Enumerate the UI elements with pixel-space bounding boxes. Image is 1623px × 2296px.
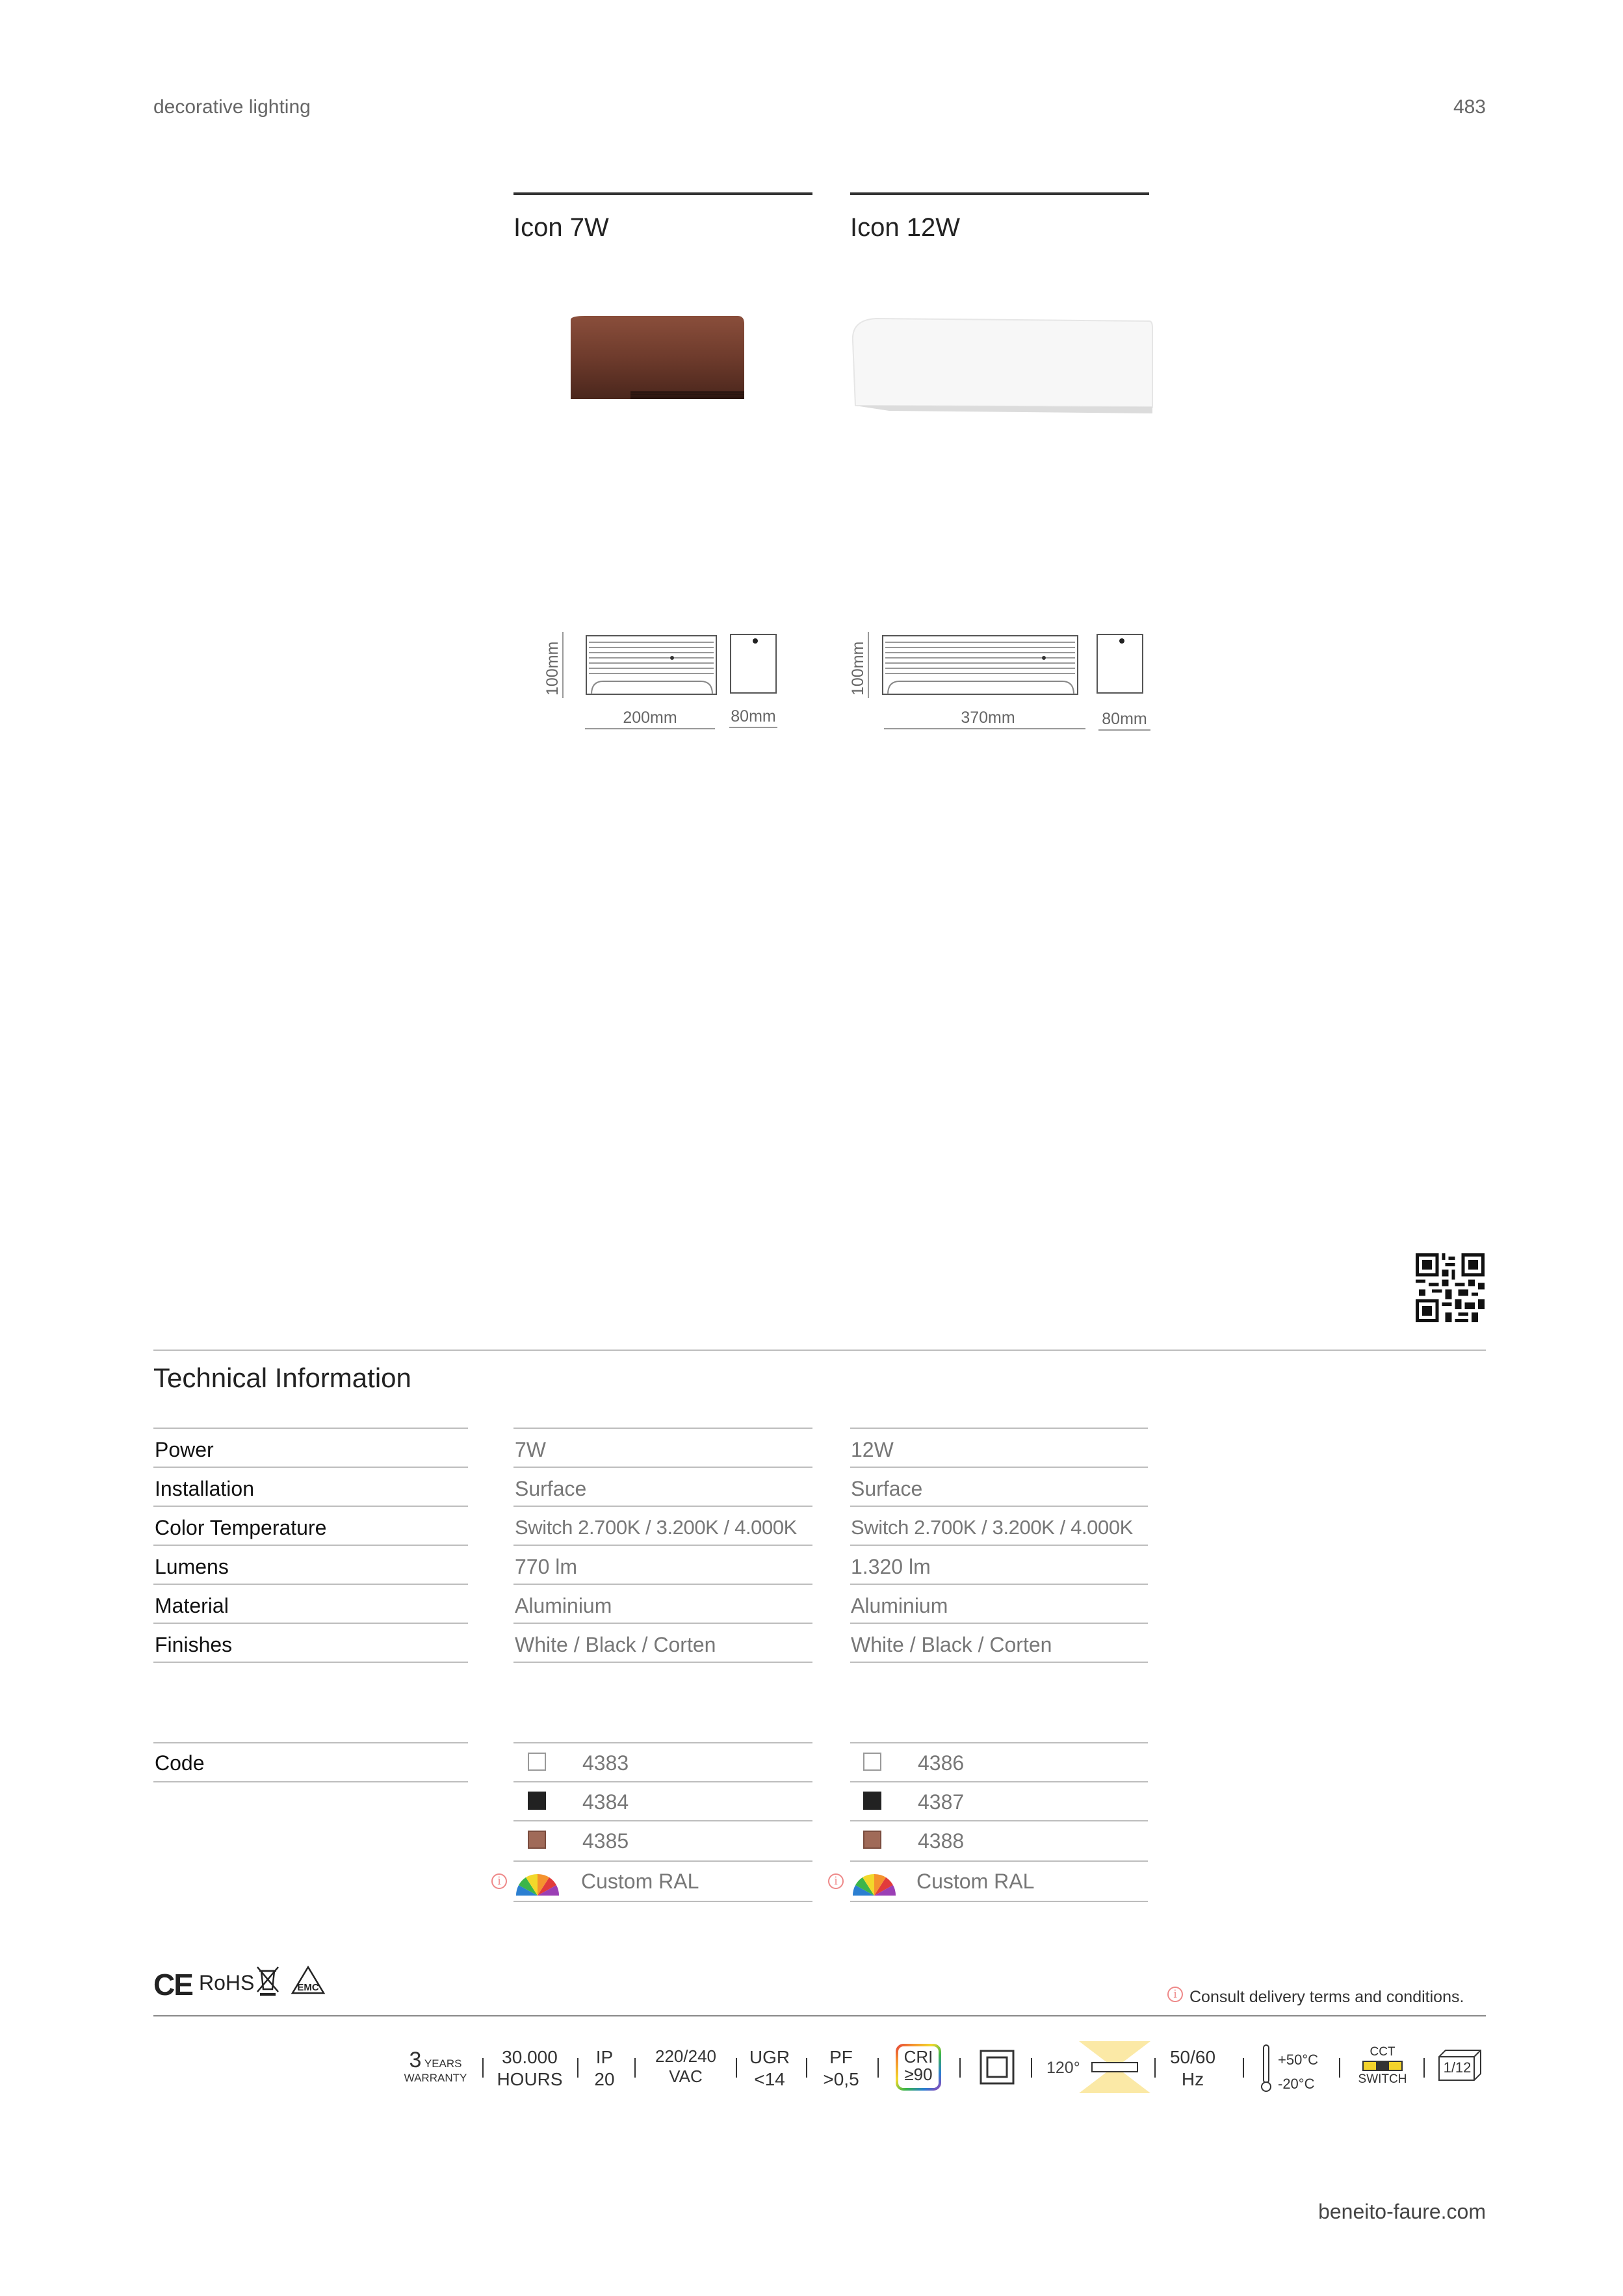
tech-row-value-7w: White / Black / Corten <box>515 1633 716 1656</box>
surface-mount-icon <box>979 2049 1015 2085</box>
cri-badge <box>896 2044 941 2091</box>
code-label-rule <box>153 1742 468 1743</box>
beam-angle-label: 120° <box>1046 2059 1080 2077</box>
product-1-side-drawing <box>728 632 780 697</box>
code-value: 4383 <box>582 1751 629 1775</box>
product-2-depth-dim: 80mm <box>1102 710 1147 728</box>
tech-row-value-7w: Aluminium <box>515 1594 612 1617</box>
tech-row-label: Material <box>155 1594 229 1617</box>
tech-row-value-12w: White / Black / Corten <box>851 1633 1052 1656</box>
color-wheel-icon <box>515 1866 560 1897</box>
product-2-front-drawing <box>863 629 1084 701</box>
warranty-badge <box>403 2048 468 2085</box>
page-number: 483 <box>1453 96 1486 118</box>
product-1-title: Icon 7W <box>513 213 609 242</box>
feature-separator <box>634 2058 636 2078</box>
cct-switch-feature <box>1353 2045 1412 2087</box>
custom-ral-label: Custom RAL <box>581 1870 699 1893</box>
code-value: 4385 <box>582 1829 629 1853</box>
feature-separator <box>1031 2058 1032 2078</box>
features-top-rule <box>153 2015 1486 2016</box>
tech-row-label: Finishes <box>155 1633 233 1656</box>
feature-separator <box>1339 2058 1340 2078</box>
tech-row-label: Color Temperature <box>155 1516 327 1539</box>
ce-mark-icon: CE <box>153 1968 192 2002</box>
feature-separator <box>482 2058 484 2078</box>
tech-title: Technical Information <box>153 1363 411 1393</box>
feature-separator <box>577 2058 578 2078</box>
tech-row-value-7w: 770 lm <box>515 1555 578 1578</box>
tech-top-rule <box>153 1350 1486 1351</box>
product-2-title: Icon 12W <box>850 213 960 242</box>
ugr-feature: UGR <14 <box>749 2047 790 2089</box>
tech-row-value-12w: Surface <box>851 1477 923 1500</box>
product-1-depth-dim: 80mm <box>731 707 776 725</box>
feature-separator <box>959 2058 961 2078</box>
cri-label: CRI <box>903 2047 933 2067</box>
code-label-rule-bottom <box>153 1781 468 1782</box>
swatch-corten <box>863 1831 881 1849</box>
ip-feature: IP 20 <box>594 2047 615 2089</box>
product-2-rule <box>850 192 1149 195</box>
tech-row-label: Power <box>155 1438 214 1461</box>
feature-separator <box>877 2058 879 2078</box>
tech-row-label: Installation <box>155 1477 254 1500</box>
thermometer-icon <box>1258 2044 1274 2093</box>
product-2-width-line <box>884 728 1085 729</box>
beam-angle-icon <box>1079 2041 1150 2093</box>
product-2-width-dim: 370mm <box>961 709 1015 727</box>
product-2-image <box>850 315 1156 425</box>
hours-feature: 30.000 HOURS <box>497 2047 563 2089</box>
swatch-black <box>863 1792 881 1810</box>
code-value: 4388 <box>918 1829 965 1853</box>
info-icon: i <box>1167 1987 1183 2002</box>
custom-ral-label: Custom RAL <box>916 1870 1035 1893</box>
qr-code[interactable] <box>1416 1253 1485 1322</box>
product-1-height-dim: 100mm <box>543 641 562 696</box>
product-1-image <box>565 315 747 406</box>
cct-switch-icon <box>1362 2061 1403 2071</box>
delivery-note: Consult delivery terms and conditions. <box>1189 1988 1464 2006</box>
scale-label: 1/12 <box>1443 2059 1472 2076</box>
info-icon: i <box>491 1873 507 1889</box>
pf-feature: PF >0,5 <box>823 2047 859 2089</box>
swatch-black <box>528 1792 546 1810</box>
voltage-feature: 220/240 VAC <box>655 2046 716 2087</box>
warranty-label: WARRANTY <box>404 2072 467 2084</box>
cct-switch-label: SWITCH <box>1358 2072 1407 2086</box>
info-icon: i <box>828 1873 844 1889</box>
feature-separator <box>736 2058 737 2078</box>
product-1-width-line <box>585 728 715 729</box>
feature-separator <box>1423 2058 1425 2078</box>
code-label: Code <box>155 1751 205 1775</box>
code-value: 4386 <box>918 1751 965 1775</box>
swatch-corten <box>528 1831 546 1849</box>
product-1-front-drawing <box>558 629 723 701</box>
product-2-height-dim: 100mm <box>849 641 867 696</box>
tech-row-value-12w: 1.320 lm <box>851 1555 931 1578</box>
product-2-depth-line <box>1098 729 1150 731</box>
code-value: 4384 <box>582 1790 629 1814</box>
feature-separator <box>1154 2058 1156 2078</box>
website-link[interactable]: beneito-faure.com <box>1318 2200 1486 2223</box>
swatch-white <box>863 1753 881 1771</box>
tech-row-value-12w: 12W <box>851 1438 894 1461</box>
code-value: 4387 <box>918 1790 965 1814</box>
warranty-number: 3 <box>409 2048 422 2072</box>
emc-icon <box>290 1964 326 1996</box>
feature-separator <box>1243 2058 1244 2078</box>
cri-value: ≥90 <box>904 2065 933 2085</box>
tech-row-value-7w: 7W <box>515 1438 546 1461</box>
tech-row-value-12w: Switch 2.700K / 3.200K / 4.000K <box>851 1516 1133 1539</box>
product-1-depth-line <box>729 727 777 728</box>
tech-row-value-12w: Aluminium <box>851 1594 948 1617</box>
warranty-years: YEARS <box>424 2057 462 2070</box>
temperature-range: +50°C -20°C <box>1278 2052 1319 2093</box>
emc-text: EMC <box>297 1982 319 1993</box>
tech-row-label: Lumens <box>155 1555 229 1578</box>
product-1-rule <box>513 192 812 195</box>
product-1-width-dim: 200mm <box>623 709 677 727</box>
rohs-label: RoHS <box>199 1971 255 1994</box>
tech-row-value-7w: Surface <box>515 1477 587 1500</box>
color-wheel-icon <box>851 1866 897 1897</box>
weee-icon <box>255 1964 281 1997</box>
cct-label: CCT <box>1370 2045 1396 2059</box>
category-label: decorative lighting <box>153 96 311 118</box>
swatch-white <box>528 1753 546 1771</box>
tech-row-value-7w: Switch 2.700K / 3.200K / 4.000K <box>515 1516 797 1539</box>
product-2-side-drawing <box>1095 632 1147 697</box>
frequency-feature: 50/60 Hz <box>1169 2047 1216 2089</box>
feature-separator <box>806 2058 807 2078</box>
